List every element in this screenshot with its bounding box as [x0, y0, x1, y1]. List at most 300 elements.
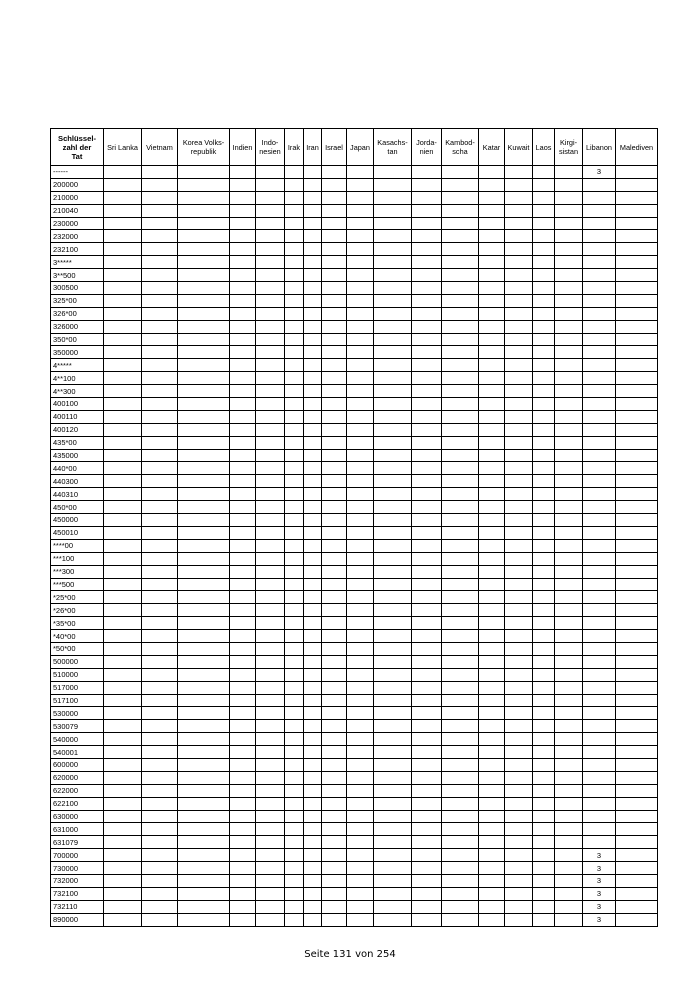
- table-cell: [347, 230, 374, 243]
- table-cell: [533, 784, 555, 797]
- table-cell: [285, 797, 304, 810]
- row-key-cell: 440*00: [51, 462, 104, 475]
- table-row: [51, 423, 658, 436]
- table-cell: [256, 849, 285, 862]
- table-cell: [104, 449, 142, 462]
- table-cell: [479, 410, 505, 423]
- table-cell: [442, 307, 479, 320]
- table-cell: [285, 166, 304, 179]
- table-cell: [505, 642, 533, 655]
- table-cell: [533, 604, 555, 617]
- table-cell: [178, 913, 230, 926]
- table-cell: [142, 256, 178, 269]
- table-cell: [442, 810, 479, 823]
- table-cell: [285, 655, 304, 668]
- table-cell: [533, 874, 555, 887]
- table-cell: [555, 539, 583, 552]
- table-cell: [533, 836, 555, 849]
- table-cell: [555, 900, 583, 913]
- table-cell: [142, 346, 178, 359]
- table-cell: [304, 720, 322, 733]
- table-cell: [104, 372, 142, 385]
- table-cell: [442, 823, 479, 836]
- table-cell: [442, 746, 479, 759]
- table-cell: [533, 333, 555, 346]
- table-cell: [505, 604, 533, 617]
- table-cell: [104, 230, 142, 243]
- table-cell: [616, 191, 658, 204]
- table-cell: [616, 655, 658, 668]
- table-cell: [347, 720, 374, 733]
- table-cell: [230, 204, 256, 217]
- table-cell: [583, 810, 616, 823]
- table-cell: [230, 849, 256, 862]
- table-cell: [142, 784, 178, 797]
- table-cell: [285, 398, 304, 411]
- table-cell: [230, 307, 256, 320]
- table-cell: [285, 178, 304, 191]
- table-cell: [230, 552, 256, 565]
- table-cell: [230, 694, 256, 707]
- table-cell: [322, 681, 347, 694]
- table-cell: [533, 642, 555, 655]
- table-cell: [555, 797, 583, 810]
- column-header-label: Sri Lanka: [107, 142, 138, 152]
- row-key-cell: 210000: [51, 191, 104, 204]
- table-cell: [347, 668, 374, 681]
- table-cell: 3: [583, 862, 616, 875]
- row-key-cell: 435000: [51, 449, 104, 462]
- table-cell: [442, 217, 479, 230]
- table-cell: [304, 410, 322, 423]
- table-cell: [230, 655, 256, 668]
- table-cell: [505, 552, 533, 565]
- table-cell: [374, 539, 412, 552]
- table-cell: [347, 178, 374, 191]
- table-cell: [374, 294, 412, 307]
- table-cell: [256, 887, 285, 900]
- table-cell: [583, 307, 616, 320]
- table-cell: [505, 294, 533, 307]
- table-cell: [347, 642, 374, 655]
- table-cell: [142, 269, 178, 282]
- table-cell: [505, 617, 533, 630]
- table-cell: [442, 166, 479, 179]
- table-cell: [347, 269, 374, 282]
- table-cell: [322, 733, 347, 746]
- table-cell: [256, 578, 285, 591]
- table-cell: [555, 320, 583, 333]
- table-cell: [505, 887, 533, 900]
- table-cell: [142, 462, 178, 475]
- table-cell: [583, 746, 616, 759]
- table-cell: [583, 733, 616, 746]
- table-cell: [374, 823, 412, 836]
- table-cell: [555, 449, 583, 462]
- table-cell: [505, 230, 533, 243]
- table-row: [51, 230, 658, 243]
- table-cell: [178, 823, 230, 836]
- table-cell: [374, 720, 412, 733]
- table-row: [51, 243, 658, 256]
- table-cell: [304, 423, 322, 436]
- table-cell: [533, 372, 555, 385]
- table-cell: [230, 269, 256, 282]
- table-cell: [533, 256, 555, 269]
- row-key-cell: 440310: [51, 488, 104, 501]
- table-cell: [347, 282, 374, 295]
- table-cell: [583, 771, 616, 784]
- table-cell: [230, 372, 256, 385]
- table-cell: [347, 346, 374, 359]
- table-cell: [505, 913, 533, 926]
- table-row: [51, 707, 658, 720]
- table-cell: [230, 294, 256, 307]
- table-cell: [505, 526, 533, 539]
- column-header-label: Schlüssel- zahl der Tat: [58, 133, 96, 161]
- table-cell: [347, 758, 374, 771]
- table-cell: [505, 423, 533, 436]
- table-cell: [555, 217, 583, 230]
- table-cell: [479, 191, 505, 204]
- table-cell: [505, 398, 533, 411]
- table-row: [51, 475, 658, 488]
- row-key-cell: 530079: [51, 720, 104, 733]
- table-cell: [505, 849, 533, 862]
- table-cell: [256, 642, 285, 655]
- table-cell: [178, 617, 230, 630]
- table-cell: [374, 307, 412, 320]
- table-cell: [304, 320, 322, 333]
- table-cell: 3: [583, 166, 616, 179]
- row-key-cell: 450010: [51, 526, 104, 539]
- table-cell: [256, 630, 285, 643]
- table-cell: [322, 642, 347, 655]
- table-cell: [555, 836, 583, 849]
- table-cell: [104, 320, 142, 333]
- table-cell: [505, 372, 533, 385]
- table-cell: [104, 733, 142, 746]
- table-cell: [442, 630, 479, 643]
- row-key-cell: 326000: [51, 320, 104, 333]
- table-cell: [178, 758, 230, 771]
- table-cell: [142, 514, 178, 527]
- table-cell: [505, 707, 533, 720]
- table-cell: [230, 423, 256, 436]
- table-cell: [178, 359, 230, 372]
- table-cell: [583, 655, 616, 668]
- table-cell: 3: [583, 900, 616, 913]
- table-cell: [304, 178, 322, 191]
- table-cell: [347, 243, 374, 256]
- table-cell: [533, 243, 555, 256]
- table-cell: [322, 578, 347, 591]
- table-cell: [256, 874, 285, 887]
- table-cell: [230, 282, 256, 295]
- table-cell: [412, 256, 442, 269]
- table-row: [51, 282, 658, 295]
- table-row: [51, 372, 658, 385]
- table-row: [51, 501, 658, 514]
- table-cell: [616, 269, 658, 282]
- table-cell: [142, 526, 178, 539]
- table-cell: [304, 668, 322, 681]
- table-cell: [616, 178, 658, 191]
- table-cell: [104, 191, 142, 204]
- table-cell: [479, 681, 505, 694]
- table-cell: [555, 694, 583, 707]
- table-cell: [347, 604, 374, 617]
- table-cell: [412, 797, 442, 810]
- table-cell: [583, 681, 616, 694]
- row-key-cell: 630000: [51, 810, 104, 823]
- table-cell: [583, 552, 616, 565]
- table-cell: [374, 191, 412, 204]
- table-cell: [583, 294, 616, 307]
- table-cell: [533, 913, 555, 926]
- table-cell: [412, 823, 442, 836]
- table-cell: [256, 552, 285, 565]
- table-cell: [142, 191, 178, 204]
- table-cell: [230, 836, 256, 849]
- table-cell: [412, 707, 442, 720]
- table-cell: [256, 462, 285, 475]
- table-cell: [322, 565, 347, 578]
- table-cell: [304, 166, 322, 179]
- table-cell: [322, 849, 347, 862]
- table-cell: [533, 346, 555, 359]
- table-cell: [374, 230, 412, 243]
- table-cell: [505, 862, 533, 875]
- table-cell: [285, 887, 304, 900]
- table-row: [51, 565, 658, 578]
- table-cell: [533, 707, 555, 720]
- table-cell: [533, 166, 555, 179]
- table-cell: [256, 372, 285, 385]
- table-cell: [616, 539, 658, 552]
- table-cell: [479, 256, 505, 269]
- table-cell: [412, 874, 442, 887]
- table-cell: [322, 423, 347, 436]
- table-cell: [412, 398, 442, 411]
- table-cell: [304, 346, 322, 359]
- table-cell: [583, 488, 616, 501]
- table-row: [51, 720, 658, 733]
- table-cell: [616, 849, 658, 862]
- table-cell: [442, 784, 479, 797]
- table-row: [51, 874, 658, 887]
- table-cell: [304, 230, 322, 243]
- table-cell: [104, 797, 142, 810]
- table-cell: [178, 694, 230, 707]
- table-row: [51, 733, 658, 746]
- table-cell: [412, 694, 442, 707]
- table-cell: [104, 410, 142, 423]
- table-cell: [442, 797, 479, 810]
- table-cell: [304, 526, 322, 539]
- table-cell: [533, 307, 555, 320]
- table-cell: [285, 849, 304, 862]
- table-cell: 3: [583, 874, 616, 887]
- table-cell: [479, 436, 505, 449]
- table-cell: [178, 784, 230, 797]
- table-cell: [374, 887, 412, 900]
- table-cell: [505, 720, 533, 733]
- table-cell: [412, 294, 442, 307]
- table-cell: [178, 269, 230, 282]
- table-cell: [104, 874, 142, 887]
- table-cell: [230, 320, 256, 333]
- column-header-key: [51, 129, 104, 166]
- table-cell: [104, 501, 142, 514]
- table-cell: [322, 191, 347, 204]
- table-cell: [505, 539, 533, 552]
- table-cell: [142, 746, 178, 759]
- table-cell: [304, 282, 322, 295]
- table-cell: [304, 385, 322, 398]
- table-row: [51, 256, 658, 269]
- table-cell: [583, 784, 616, 797]
- table-cell: [322, 810, 347, 823]
- table-cell: [322, 552, 347, 565]
- table-cell: [533, 617, 555, 630]
- table-cell: [412, 488, 442, 501]
- table-cell: [322, 604, 347, 617]
- table-cell: [347, 307, 374, 320]
- table-cell: [374, 178, 412, 191]
- page-number: Seite 131 von 254: [304, 949, 396, 960]
- table-cell: [104, 887, 142, 900]
- table-cell: [285, 501, 304, 514]
- table-cell: [479, 359, 505, 372]
- table-cell: [533, 694, 555, 707]
- table-cell: [412, 630, 442, 643]
- table-cell: [322, 385, 347, 398]
- table-cell: [616, 410, 658, 423]
- table-cell: [442, 617, 479, 630]
- table-cell: [285, 784, 304, 797]
- table-cell: [104, 243, 142, 256]
- table-cell: [442, 385, 479, 398]
- table-row: [51, 217, 658, 230]
- table-cell: [616, 372, 658, 385]
- table-cell: [322, 771, 347, 784]
- table-cell: [616, 733, 658, 746]
- table-cell: [555, 862, 583, 875]
- table-cell: [533, 849, 555, 862]
- table-cell: [583, 823, 616, 836]
- column-header-label: Iran: [306, 142, 319, 152]
- row-key-cell: 400100: [51, 398, 104, 411]
- table-cell: [230, 578, 256, 591]
- table-cell: [230, 191, 256, 204]
- table-cell: [230, 501, 256, 514]
- table-cell: [479, 539, 505, 552]
- table-cell: [256, 823, 285, 836]
- table-cell: [142, 217, 178, 230]
- table-cell: [374, 282, 412, 295]
- table-cell: [256, 346, 285, 359]
- row-key-cell: 350000: [51, 346, 104, 359]
- table-cell: [583, 256, 616, 269]
- table-cell: [256, 681, 285, 694]
- table-cell: [533, 565, 555, 578]
- table-cell: [230, 333, 256, 346]
- table-cell: [583, 758, 616, 771]
- table-cell: [505, 758, 533, 771]
- column-header-label: Katar: [482, 142, 501, 152]
- table-cell: [442, 642, 479, 655]
- table-cell: [104, 694, 142, 707]
- table-row: [51, 746, 658, 759]
- table-cell: [304, 758, 322, 771]
- table-cell: [616, 823, 658, 836]
- table-row: [51, 269, 658, 282]
- table-cell: [583, 333, 616, 346]
- table-cell: [104, 784, 142, 797]
- table-cell: [285, 423, 304, 436]
- table-cell: [442, 449, 479, 462]
- table-cell: [555, 617, 583, 630]
- table-cell: [505, 333, 533, 346]
- row-key-cell: 510000: [51, 668, 104, 681]
- table-cell: [555, 282, 583, 295]
- table-cell: [256, 694, 285, 707]
- table-cell: [479, 797, 505, 810]
- table-cell: [533, 359, 555, 372]
- table-cell: [178, 320, 230, 333]
- table-cell: [616, 423, 658, 436]
- table-cell: [505, 307, 533, 320]
- table-cell: [347, 771, 374, 784]
- table-cell: [374, 604, 412, 617]
- table-cell: [479, 733, 505, 746]
- table-cell: [230, 913, 256, 926]
- column-header: [256, 129, 285, 166]
- table-cell: [505, 630, 533, 643]
- table-row: [51, 514, 658, 527]
- table-cell: [347, 410, 374, 423]
- table-cell: [479, 746, 505, 759]
- table-cell: [412, 166, 442, 179]
- table-cell: [256, 720, 285, 733]
- table-cell: [230, 346, 256, 359]
- table-cell: [142, 887, 178, 900]
- row-key-cell: 732100: [51, 887, 104, 900]
- table-cell: [374, 243, 412, 256]
- table-cell: [616, 514, 658, 527]
- table-cell: [412, 913, 442, 926]
- table-cell: [442, 346, 479, 359]
- table-cell: [616, 320, 658, 333]
- table-cell: [230, 630, 256, 643]
- table-cell: [616, 707, 658, 720]
- table-cell: [616, 204, 658, 217]
- table-cell: [304, 372, 322, 385]
- table-cell: [616, 900, 658, 913]
- table-cell: [555, 178, 583, 191]
- table-cell: [230, 475, 256, 488]
- table-cell: [142, 874, 178, 887]
- row-key-cell: 631079: [51, 836, 104, 849]
- table-cell: [285, 462, 304, 475]
- table-cell: [322, 887, 347, 900]
- table-cell: [230, 874, 256, 887]
- table-cell: [256, 333, 285, 346]
- table-cell: [304, 746, 322, 759]
- table-cell: [256, 617, 285, 630]
- table-row: [51, 655, 658, 668]
